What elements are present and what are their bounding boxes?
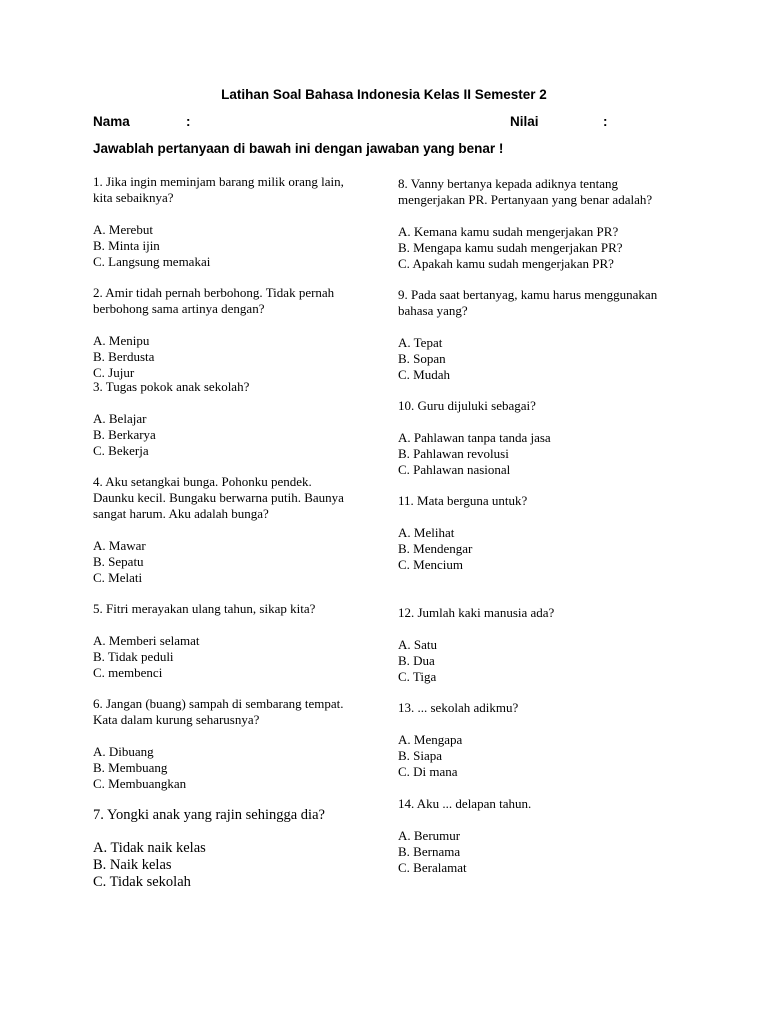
question-10 bbox=[398, 398, 551, 478]
answer-option: B. Berdusta bbox=[93, 349, 155, 364]
answer-option: B. Membuang bbox=[93, 760, 168, 775]
question-text-line: 4. Aku setangkai bunga. Pohonku pendek. bbox=[93, 474, 312, 489]
question-13 bbox=[398, 700, 518, 780]
answer-option: B. Berkarya bbox=[93, 427, 156, 442]
answer-option: B. Tidak peduli bbox=[93, 649, 174, 664]
question-9 bbox=[398, 287, 657, 383]
answer-option: C. Mudah bbox=[398, 367, 450, 382]
question-text-line: berbohong sama artinya dengan? bbox=[93, 301, 265, 316]
question-text-line: 2. Amir tidah pernah berbohong. Tidak pernah bbox=[93, 285, 335, 300]
question-text bbox=[398, 493, 527, 509]
answer-option: C. Pahlawan nasional bbox=[398, 462, 511, 477]
answer-option: A. Pahlawan tanpa tanda jasa bbox=[398, 430, 551, 445]
question-8 bbox=[398, 176, 652, 272]
answer-option: A. Memberi selamat bbox=[93, 633, 200, 648]
question-text-line: bahasa yang? bbox=[398, 303, 468, 318]
question-text-line: 3. Tugas pokok anak sekolah? bbox=[93, 379, 250, 394]
question-text bbox=[93, 285, 334, 317]
answer-option: C. Melati bbox=[93, 570, 143, 585]
answer-option: C. Jujur bbox=[93, 365, 135, 380]
answer-option: A. Kemana kamu sudah mengerjakan PR? bbox=[398, 224, 619, 239]
question-5 bbox=[93, 601, 315, 681]
nilai-label: Nilai bbox=[510, 114, 539, 129]
question-text-line: 5. Fitri merayakan ulang tahun, sikap kita? bbox=[93, 601, 316, 616]
question-text-line: mengerjakan PR. Pertanyaan yang benar adalah? bbox=[398, 192, 653, 207]
question-text bbox=[93, 474, 344, 522]
question-text-line: sangat harum. Aku adalah bunga? bbox=[93, 506, 269, 521]
question-3 bbox=[93, 379, 249, 459]
answer-option: C. Langsung memakai bbox=[93, 254, 211, 269]
question-text bbox=[93, 174, 344, 206]
answer-option: B. Dua bbox=[398, 653, 435, 668]
answer-option: A. Tepat bbox=[398, 335, 443, 350]
question-1 bbox=[93, 174, 344, 270]
question-7 bbox=[93, 807, 325, 891]
answer-option: A. Tidak naik kelas bbox=[93, 840, 206, 856]
answer-option: C. membenci bbox=[93, 665, 163, 680]
question-6 bbox=[93, 696, 344, 792]
question-12 bbox=[398, 605, 554, 685]
question-text bbox=[93, 696, 344, 728]
question-text-line: 9. Pada saat bertanyag, kamu harus menggunakan bbox=[398, 287, 658, 302]
question-text-line: 14. Aku ... delapan tahun. bbox=[398, 796, 532, 811]
answer-option: B. Naik kelas bbox=[93, 857, 172, 873]
question-text bbox=[398, 398, 551, 414]
question-text bbox=[398, 796, 531, 812]
question-2 bbox=[93, 285, 334, 381]
answer-option: B. Mengapa kamu sudah mengerjakan PR? bbox=[398, 240, 623, 255]
question-text-line: 12. Jumlah kaki manusia ada? bbox=[398, 605, 555, 620]
question-4 bbox=[93, 474, 344, 586]
instruction-text: Jawablah pertanyaan di bawah ini dengan jawaban yang benar ! bbox=[93, 141, 504, 156]
answer-option: C. Tiga bbox=[398, 669, 437, 684]
answer-option: B. Sepatu bbox=[93, 554, 144, 569]
answer-option: B. Bernama bbox=[398, 844, 461, 859]
answer-option: A. Mengapa bbox=[398, 732, 463, 747]
question-text-line: 11. Mata berguna untuk? bbox=[398, 493, 528, 508]
answer-option: C. Mencium bbox=[398, 557, 463, 572]
answer-option: B. Sopan bbox=[398, 351, 446, 366]
question-text bbox=[398, 176, 652, 208]
answer-option: C. Membuangkan bbox=[93, 776, 187, 791]
answer-option: C. Apakah kamu sudah mengerjakan PR? bbox=[398, 256, 614, 271]
question-text bbox=[398, 605, 554, 621]
question-text-line: 1. Jika ingin meminjam barang milik orang lain, bbox=[93, 174, 344, 189]
nama-label: Nama bbox=[93, 114, 130, 129]
answer-option: C. Bekerja bbox=[93, 443, 149, 458]
question-text bbox=[93, 379, 249, 395]
question-text-line: 7. Yongki anak yang rajin sehingga dia? bbox=[93, 807, 325, 823]
answer-option: B. Siapa bbox=[398, 748, 443, 763]
question-text-line: 8. Vanny bertanya kepada adiknya tentang bbox=[398, 176, 618, 191]
nama-colon: : bbox=[186, 114, 191, 129]
answer-option: C. Beralamat bbox=[398, 860, 467, 875]
question-text-line: 10. Guru dijuluki sebagai? bbox=[398, 398, 536, 413]
answer-option: C. Di mana bbox=[398, 764, 458, 779]
answer-option: A. Melihat bbox=[398, 525, 455, 540]
nilai-colon: : bbox=[603, 114, 608, 129]
question-text bbox=[398, 700, 518, 716]
answer-option: C. Tidak sekolah bbox=[93, 874, 191, 890]
answer-option: A. Mawar bbox=[93, 538, 146, 553]
question-text bbox=[93, 807, 325, 824]
answer-option: B. Minta ijin bbox=[93, 238, 160, 253]
question-text-line: 13. ... sekolah adikmu? bbox=[398, 700, 519, 715]
question-text-line: 6. Jangan (buang) sampah di sembarang tempat. bbox=[93, 696, 344, 711]
question-text bbox=[93, 601, 315, 617]
question-14 bbox=[398, 796, 531, 876]
worksheet-title: Latihan Soal Bahasa Indonesia Kelas II Semester 2 bbox=[221, 87, 547, 102]
answer-option: B. Mendengar bbox=[398, 541, 473, 556]
question-text bbox=[398, 287, 657, 319]
answer-option: A. Satu bbox=[398, 637, 437, 652]
question-11 bbox=[398, 493, 527, 573]
question-text-line: kita sebaiknya? bbox=[93, 190, 174, 205]
question-text-line: Kata dalam kurung seharusnya? bbox=[93, 712, 260, 727]
answer-option: A. Dibuang bbox=[93, 744, 154, 759]
answer-option: A. Menipu bbox=[93, 333, 150, 348]
answer-option: A. Berumur bbox=[398, 828, 461, 843]
answer-option: A. Belajar bbox=[93, 411, 147, 426]
question-text-line: Daunku kecil. Bungaku berwarna putih. Baunya bbox=[93, 490, 344, 505]
answer-option: A. Merebut bbox=[93, 222, 153, 237]
answer-option: B. Pahlawan revolusi bbox=[398, 446, 509, 461]
